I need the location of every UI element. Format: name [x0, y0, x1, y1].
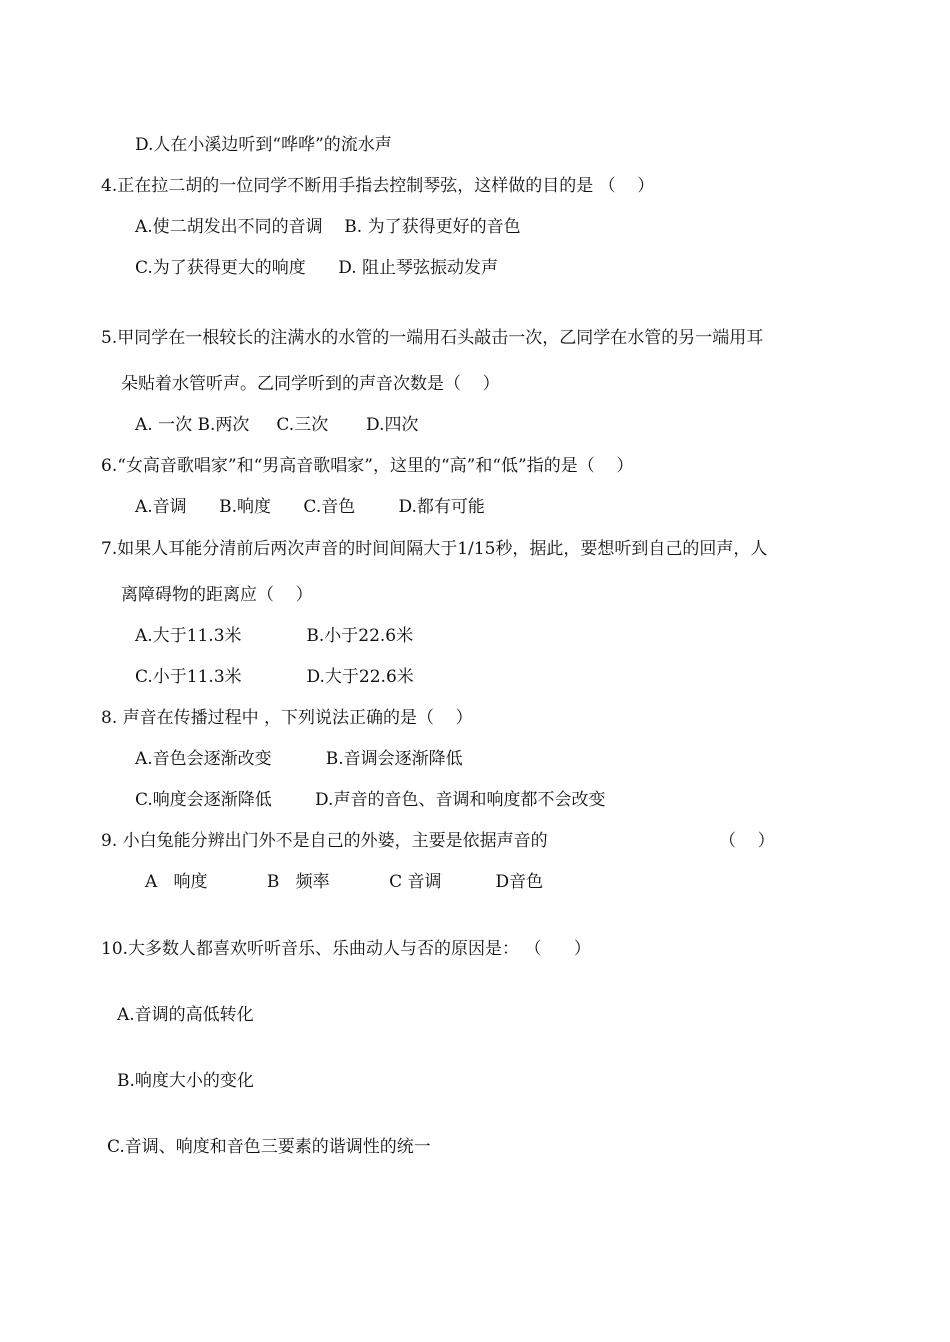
option-4d-line: D.人在小溪边听到“哗哗”的流水声: [135, 135, 392, 155]
options-8cd: C.响度会逐渐降低 D.声音的音色、音调和响度都不会改变: [135, 790, 606, 810]
question-7-line2: 离障碍物的距离应（ ）: [121, 585, 313, 605]
options-7ab: A.大于11.3米 B.小于22.6米: [135, 626, 414, 646]
question-7-line1: 7.如果人耳能分清前后两次声音的时间间隔大于1/15秒，据此，要想听到自己的回声，人: [101, 539, 768, 559]
question-6: 6.“女高音歌唱家”和“男高音歌唱家”，这里的“高”和“低”指的是（ ）: [101, 456, 634, 476]
options-6: A.音调 B.响度 C.音色 D.都有可能: [135, 497, 485, 517]
option-10c: C.音调、响度和音色三要素的谐调性的统一: [107, 1137, 431, 1157]
question-5-line1: 5.甲同学在一根较长的注满水的水管的一端用石头敲击一次，乙同学在水管的另一端用耳: [101, 328, 764, 348]
question-5-line2: 朵贴着水管听声。乙同学听到的声音次数是（ ）: [121, 374, 500, 394]
options-4cd: C.为了获得更大的响度 D. 阻止琴弦振动发声: [135, 258, 499, 278]
options-8ab: A.音色会逐渐改变 B.音调会逐渐降低: [135, 749, 463, 769]
options-7cd: C.小于11.3米 D.大于22.6米: [135, 667, 414, 687]
option-10b: B.响度大小的变化: [117, 1071, 254, 1091]
question-8: 8. 声音在传播过程中 ，下列说法正确的是（ ）: [101, 708, 473, 728]
options-9: A 响度 B 频率 C 音调 D音色: [145, 872, 544, 892]
options-4ab: A.使二胡发出不同的音调 B. 为了获得更好的音色: [135, 217, 521, 237]
question-10: 10.大多数人都喜欢听听音乐、乐曲动人与否的原因是： （ ）: [101, 939, 591, 959]
question-4: 4.正在拉二胡的一位同学不断用手指去控制琴弦，这样做的目的是 （ ）: [101, 176, 655, 196]
question-9: 9. 小白兔能分辨出门外不是自己的外婆，主要是依据声音的: [101, 831, 548, 851]
options-5: A. 一次 B.两次 C.三次 D.四次: [135, 415, 419, 435]
question-9-blank: （ ）: [719, 831, 775, 851]
option-10a: A.音调的高低转化: [117, 1005, 254, 1025]
